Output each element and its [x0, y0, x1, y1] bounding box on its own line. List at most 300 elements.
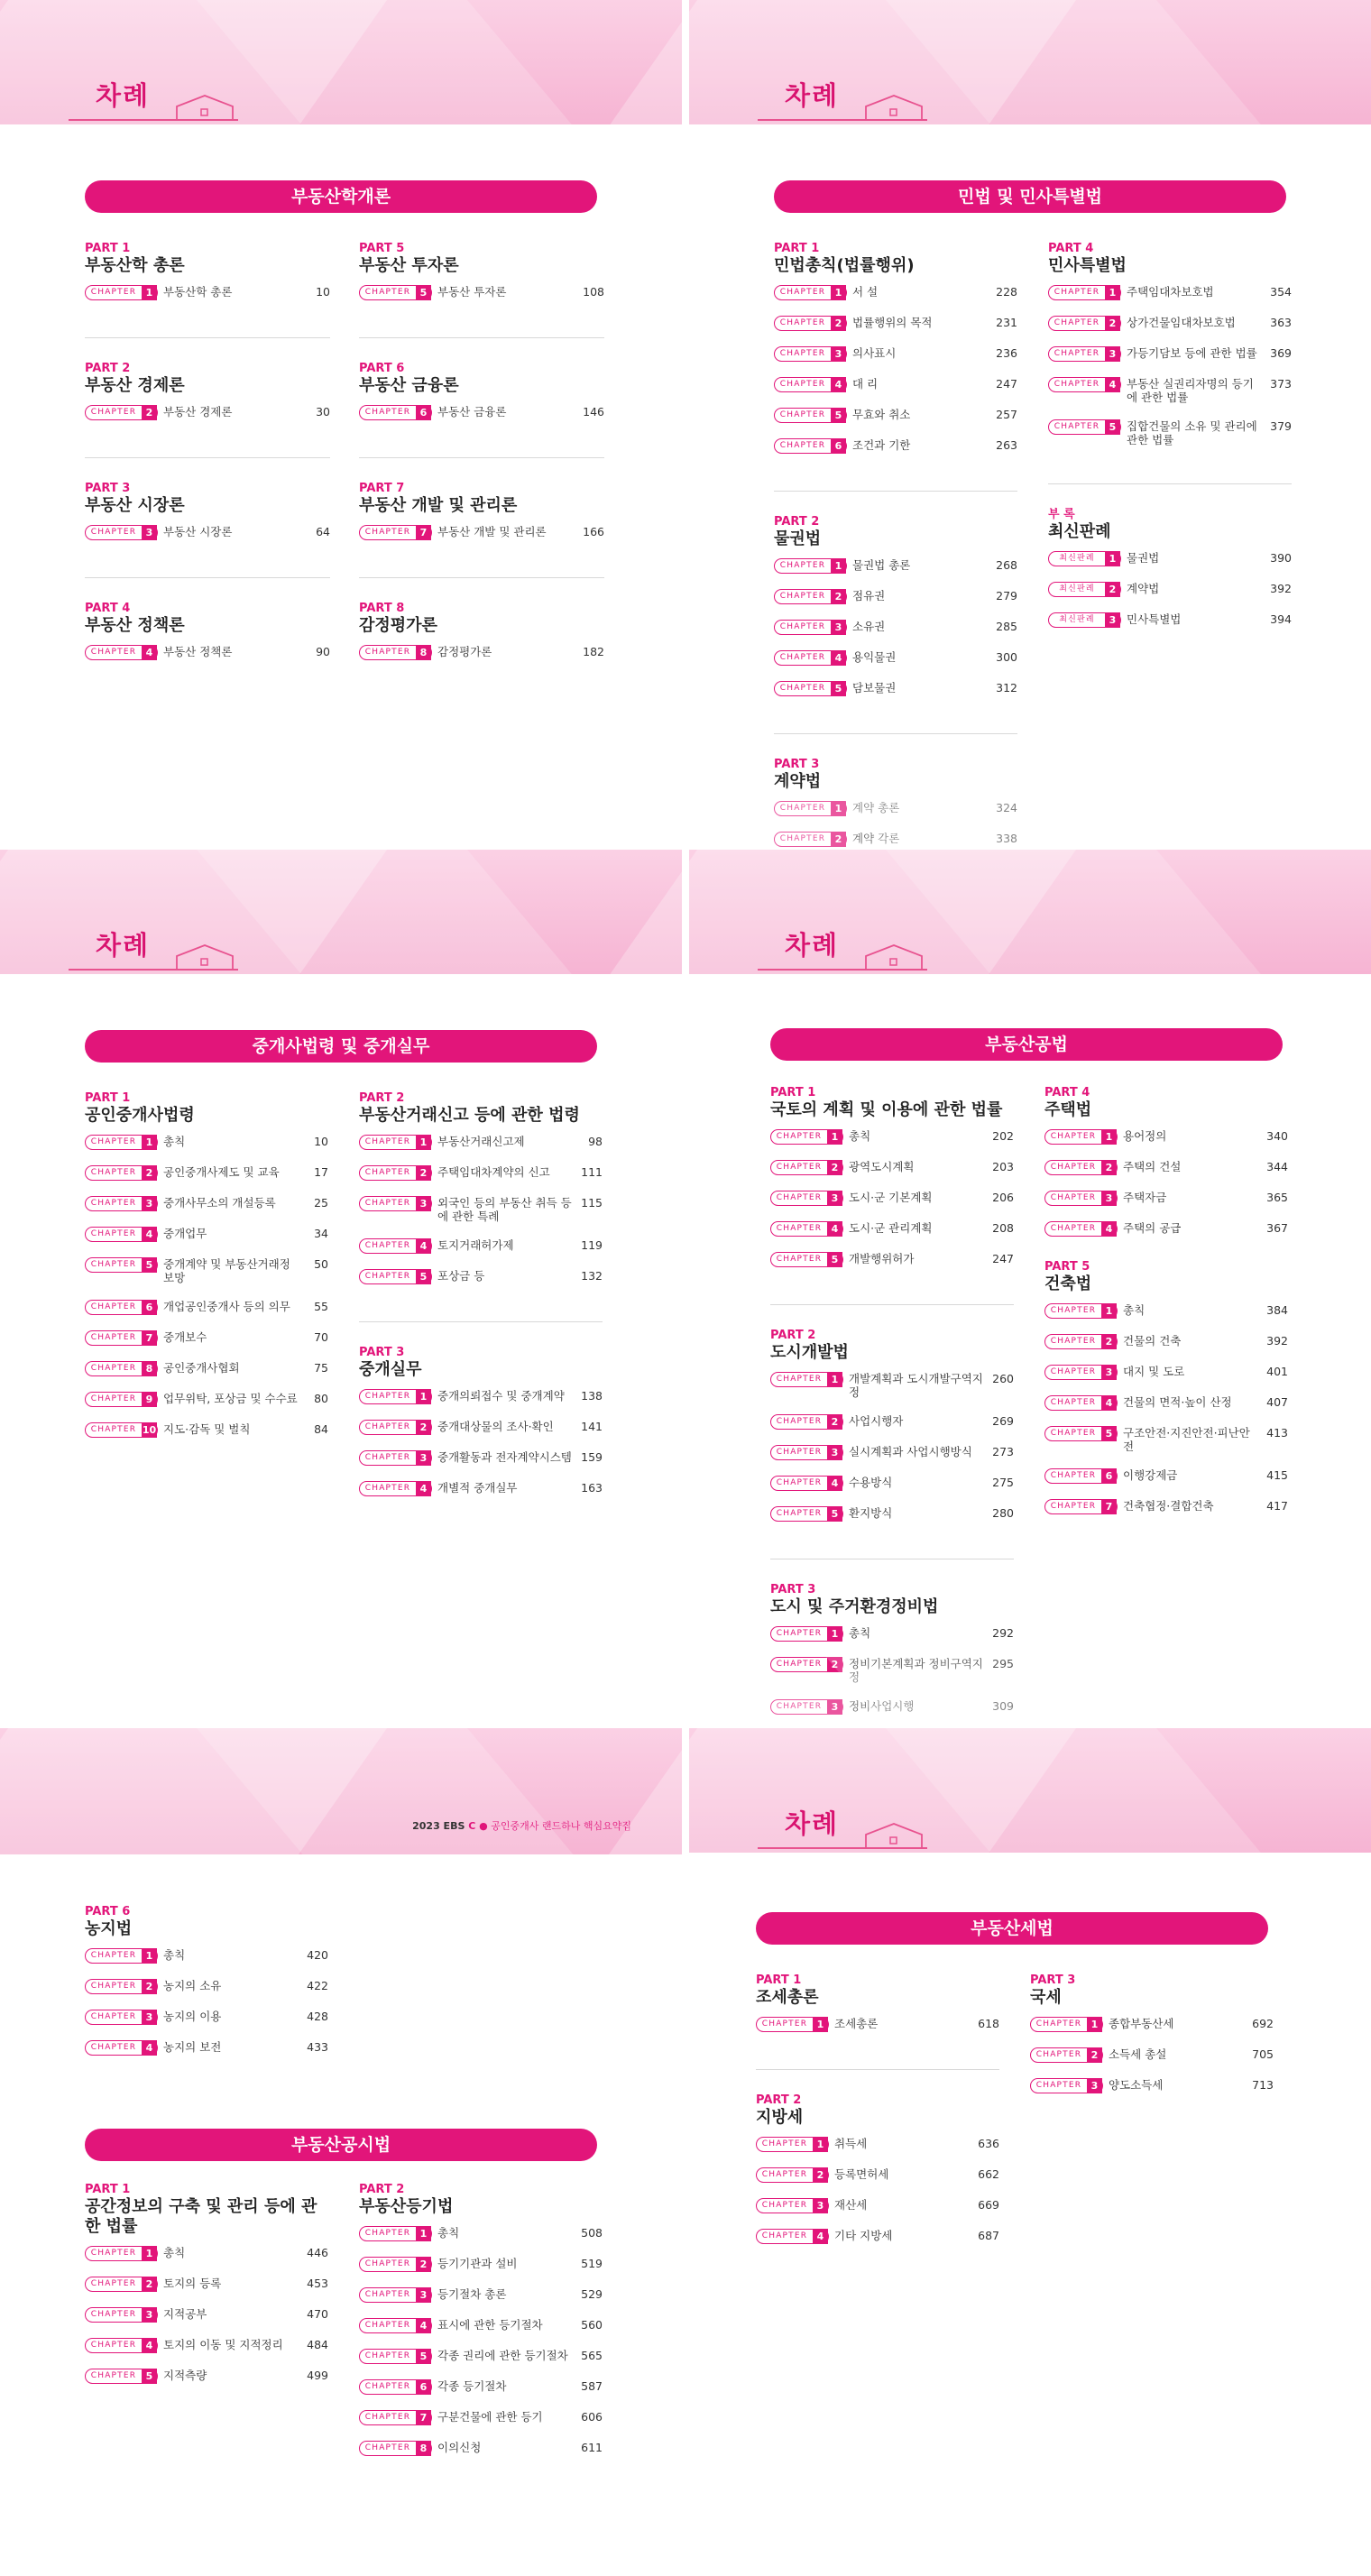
toc-entry[interactable] — [85, 645, 330, 660]
toc-entry[interactable] — [774, 438, 1017, 454]
chapter-number: 7 — [142, 1330, 157, 1346]
page-header-band — [0, 1728, 682, 1854]
page-number: 392 — [1270, 582, 1292, 595]
chapter-title: 대 리 — [852, 377, 879, 391]
toc-part — [359, 242, 604, 338]
toc-entry[interactable] — [85, 1979, 328, 1994]
chapter-title: 감정평가론 — [437, 645, 492, 658]
toc-part — [1044, 1086, 1288, 1237]
chapter-title: 도시·군 관리계획 — [849, 1221, 933, 1235]
page-number: 64 — [316, 525, 330, 538]
toc-entry[interactable] — [774, 408, 1017, 423]
part-label: PART 2 — [770, 1329, 816, 1342]
toc-entry[interactable] — [85, 2307, 328, 2323]
chapter-title: 광역도시계획 — [849, 1160, 915, 1173]
chapter-number: 1 — [1087, 2017, 1102, 2032]
toc-entry[interactable] — [1030, 2047, 1274, 2063]
toc-entry[interactable] — [359, 2441, 603, 2456]
toc-entry[interactable] — [85, 1361, 328, 1376]
toc-entry[interactable] — [85, 1330, 328, 1346]
chapter-badge — [1048, 316, 1121, 331]
part-label: PART 8 — [359, 602, 405, 615]
chapter-number: 2 — [831, 589, 846, 604]
page-number: 587 — [581, 2379, 603, 2393]
page-number: 354 — [1270, 285, 1292, 299]
chapter-badge — [359, 285, 432, 300]
toc-entry[interactable] — [774, 285, 1017, 300]
toc-entry[interactable] — [85, 285, 330, 300]
chapter-title: 부동산 시장론 — [163, 525, 233, 538]
page-number: 263 — [996, 438, 1017, 452]
chapter-title: 총칙 — [849, 1129, 871, 1143]
part-label: PART 1 — [85, 1091, 131, 1105]
section-banner: 중개사법령 및 중개실무 — [85, 1030, 597, 1063]
chapter-number: 3 — [827, 1445, 842, 1460]
chapter-title: 토지의 이동 및 지적정리 — [163, 2338, 283, 2351]
chapter-number: 2 — [416, 1165, 431, 1181]
chapter-title: 물권법 — [1127, 551, 1160, 565]
chapter-number: 3 — [831, 346, 846, 362]
toc-entry[interactable] — [359, 1238, 603, 1254]
chapter-number: 6 — [1101, 1468, 1117, 1484]
part-title: 부동산학 총론 — [85, 256, 185, 275]
chapter-badge-label: CHAPTER — [1054, 349, 1100, 358]
chapter-title: 종합부동산세 — [1109, 2017, 1174, 2030]
toc-entry[interactable] — [770, 1160, 1014, 1175]
toc-entry[interactable] — [1044, 1160, 1288, 1175]
chapter-badge-label: CHAPTER — [776, 1375, 823, 1384]
chapter-number: 7 — [1101, 1499, 1117, 1514]
toc-entry[interactable] — [774, 650, 1017, 666]
toc-entry[interactable] — [1044, 1129, 1288, 1145]
chapter-title: 등기기관과 설비 — [437, 2257, 518, 2270]
chapter-title: 가등기담보 등에 관한 법률 — [1127, 346, 1257, 360]
chapter-number: 2 — [813, 2167, 828, 2183]
chapter-badge-label: CHAPTER — [364, 1168, 411, 1177]
chapter-number: 2 — [831, 832, 846, 847]
toc-entry[interactable] — [1044, 1499, 1288, 1514]
chapter-badge-label: CHAPTER — [364, 408, 411, 417]
chapter-badge-label: CHAPTER — [1050, 1132, 1097, 1141]
chapter-title: 용어정의 — [1123, 1129, 1167, 1143]
chapter-badge — [359, 2287, 432, 2303]
page-number: 453 — [307, 2277, 328, 2290]
part-label: PART 3 — [774, 758, 820, 771]
toc-entry[interactable] — [770, 1626, 1014, 1642]
toc-column — [85, 242, 330, 684]
toc-entry[interactable] — [359, 1165, 603, 1181]
chapter-badge — [1044, 1129, 1118, 1145]
chapter-title: 건축협정·결합건축 — [1123, 1499, 1214, 1513]
part-title: 도시개발법 — [770, 1343, 849, 1362]
chapter-number: 1 — [1101, 1303, 1117, 1319]
toc-entry[interactable] — [359, 1420, 603, 1435]
page-number: 108 — [583, 285, 604, 299]
toc-entry[interactable] — [359, 2287, 603, 2303]
toc-entry[interactable] — [774, 377, 1017, 392]
part-title: 부동산 투자론 — [359, 256, 459, 275]
toc-entry[interactable] — [85, 1196, 328, 1211]
chapter-badge-label: CHAPTER — [364, 2382, 411, 2391]
toc-entry[interactable] — [770, 1445, 1014, 1460]
part-label: PART 3 — [359, 1346, 405, 1359]
chapter-badge — [85, 1361, 158, 1376]
section-banner: 부동산공법 — [770, 1028, 1283, 1061]
chapter-number: 3 — [142, 1196, 157, 1211]
chapter-number: 3 — [416, 1196, 431, 1211]
toc-entry[interactable] — [85, 1422, 328, 1438]
chapter-badge-label: CHAPTER — [364, 1241, 411, 1250]
chapter-title: 이행강제금 — [1123, 1468, 1178, 1482]
chapter-badge — [359, 1238, 432, 1254]
part-title: 조세총론 — [756, 1988, 819, 2007]
part-label: PART 7 — [359, 482, 405, 495]
page-number: 499 — [307, 2369, 328, 2382]
chapter-badge-label: CHAPTER — [779, 561, 826, 570]
chapter-badge — [774, 650, 847, 666]
chapter-badge-label: CHAPTER — [90, 1333, 137, 1342]
page-number: 529 — [581, 2287, 603, 2301]
part-title: 부동산 시장론 — [85, 496, 185, 515]
toc-entry[interactable] — [756, 2017, 999, 2032]
toc-entry[interactable] — [774, 558, 1017, 574]
toc-column — [359, 1091, 603, 1520]
page-number: 692 — [1252, 2017, 1274, 2030]
page-number: 687 — [978, 2229, 999, 2242]
brand-year: 2023 EBS — [412, 1820, 465, 1832]
toc-entry[interactable] — [359, 1450, 603, 1466]
page-number: 446 — [307, 2246, 328, 2259]
chapter-number: 1 — [831, 558, 846, 574]
toc-entry[interactable] — [774, 681, 1017, 696]
part-title: 최신판례 — [1048, 522, 1111, 541]
toc-entry[interactable] — [774, 346, 1017, 362]
toc-part — [770, 1329, 1014, 1559]
chapter-badge — [359, 1389, 432, 1404]
chapter-number: 1 — [416, 1389, 431, 1404]
toc-entry[interactable] — [756, 2198, 999, 2213]
chapter-badge-label: CHAPTER — [761, 2139, 808, 2148]
chapter-title: 부동산 개발 및 관리론 — [437, 525, 547, 538]
chapter-badge-label: CHAPTER — [779, 380, 826, 389]
chapter-number: 5 — [142, 1257, 157, 1273]
toc-entry[interactable] — [770, 1129, 1014, 1145]
toc-entry[interactable] — [359, 405, 604, 420]
toc-entry[interactable] — [756, 2137, 999, 2152]
toc-entry[interactable] — [85, 1948, 328, 1964]
toc-part — [359, 2183, 603, 2456]
toc-entry[interactable] — [1044, 1426, 1288, 1453]
chapter-badge-label: CHAPTER — [779, 410, 826, 419]
chapter-number: 8 — [142, 1361, 157, 1376]
chapter-badge — [756, 2198, 829, 2213]
chapter-title: 의사표시 — [852, 346, 897, 360]
toc-column — [756, 1973, 999, 2268]
page-number: 433 — [307, 2040, 328, 2054]
toc-entry[interactable] — [1044, 1334, 1288, 1349]
toc-entry[interactable] — [1030, 2017, 1274, 2032]
toc-entry[interactable] — [770, 1372, 1014, 1399]
page-number: 309 — [992, 1699, 1014, 1713]
toc-entry[interactable] — [774, 620, 1017, 635]
section-banner: 부동산세법 — [756, 1912, 1268, 1945]
page-number: 669 — [978, 2198, 999, 2212]
page-number: 606 — [581, 2410, 603, 2424]
toc-entry[interactable] — [1048, 285, 1292, 300]
chapter-badge-label: CHAPTER — [779, 684, 826, 693]
chapter-number: 2 — [1101, 1334, 1117, 1349]
page-number: 340 — [1266, 1129, 1288, 1143]
page-number: 30 — [316, 405, 330, 419]
chapter-number: 5 — [1101, 1426, 1117, 1441]
toc-entry[interactable] — [359, 1269, 603, 1284]
chapter-badge-label: CHAPTER — [90, 1137, 137, 1146]
chapter-badge-label: CHAPTER — [776, 1629, 823, 1638]
page-number: 390 — [1270, 551, 1292, 565]
page-number: 236 — [996, 346, 1017, 360]
chapter-badge-label: CHAPTER — [364, 2443, 411, 2452]
chapter-badge — [85, 525, 158, 540]
chapter-number: 2 — [1101, 1160, 1117, 1175]
toc-entry[interactable] — [1048, 419, 1292, 446]
toc-entry[interactable] — [359, 285, 604, 300]
toc-entry[interactable] — [1044, 1191, 1288, 1206]
chapter-number: 2 — [142, 2277, 157, 2292]
chapter-badge-label: CHAPTER — [761, 2019, 808, 2029]
chapter-badge — [359, 2441, 432, 2456]
chapter-number: 3 — [831, 620, 846, 635]
chapter-title: 조건과 기한 — [852, 438, 911, 452]
part-title: 부동산 경제론 — [85, 376, 185, 395]
chapter-badge-label: CHAPTER — [779, 622, 826, 631]
toc-entry[interactable] — [85, 2369, 328, 2384]
chapter-title: 구분건물에 관한 등기 — [437, 2410, 543, 2424]
part-label: PART 2 — [774, 515, 820, 529]
toc-entry[interactable] — [1048, 612, 1292, 628]
chapter-title: 계약법 — [1127, 582, 1160, 595]
chapter-badge-label: CHAPTER — [776, 1255, 823, 1264]
chapter-title: 집합건물의 소유 및 관리에 관한 법률 — [1127, 419, 1257, 446]
toc-entry[interactable] — [1048, 346, 1292, 362]
page-number: 560 — [581, 2318, 603, 2332]
chapter-title: 토지의 등록 — [163, 2277, 222, 2290]
chapter-badge — [770, 1414, 843, 1430]
toc-entry[interactable] — [359, 1196, 603, 1223]
chapter-number: 3 — [142, 2010, 157, 2025]
house-icon — [864, 94, 924, 121]
toc-entry[interactable] — [1048, 377, 1292, 404]
chapter-title: 주택임대차보호법 — [1127, 285, 1214, 299]
toc-entry[interactable] — [359, 1135, 603, 1150]
toc-column — [1048, 242, 1292, 651]
chapter-badge-label: CHAPTER — [364, 1137, 411, 1146]
toc-entry[interactable] — [1044, 1365, 1288, 1380]
toc-entry[interactable] — [359, 2379, 603, 2395]
chapter-badge — [1030, 2017, 1103, 2032]
header-title: 차례 — [96, 930, 151, 961]
toc-entry[interactable] — [85, 1227, 328, 1242]
toc-part — [359, 1091, 603, 1322]
toc-entry[interactable] — [1030, 2078, 1274, 2093]
toc-entry[interactable] — [85, 2040, 328, 2056]
toc-page — [0, 850, 682, 1697]
chapter-badge-label: CHAPTER — [776, 1702, 823, 1711]
page-number: 80 — [314, 1392, 328, 1405]
chapter-badge-label: CHAPTER — [1054, 288, 1100, 297]
toc-entry[interactable] — [359, 2226, 603, 2241]
toc-entry[interactable] — [85, 1257, 328, 1284]
part-label: PART 1 — [756, 1973, 802, 1987]
chapter-badge — [1048, 346, 1121, 362]
page-number: 34 — [314, 1227, 328, 1240]
page-number: 618 — [978, 2017, 999, 2030]
toc-part — [359, 602, 604, 660]
chapter-number: 4 — [827, 1476, 842, 1491]
chapter-badge-label: CHAPTER — [776, 1224, 823, 1233]
toc-entry[interactable] — [359, 2349, 603, 2364]
chapter-badge — [770, 1506, 843, 1522]
chapter-badge — [770, 1476, 843, 1491]
toc-entry[interactable] — [1048, 316, 1292, 331]
chapter-badge — [756, 2229, 829, 2244]
chapter-badge — [1044, 1395, 1118, 1411]
house-icon — [175, 94, 235, 121]
toc-entry[interactable] — [359, 645, 604, 660]
toc-entry[interactable] — [770, 1221, 1014, 1237]
toc-entry[interactable] — [85, 2277, 328, 2292]
page-number: 146 — [583, 405, 604, 419]
part-label: PART 2 — [359, 1091, 405, 1105]
toc-entry[interactable] — [756, 2229, 999, 2244]
chapter-number: 2 — [142, 1979, 157, 1994]
toc-entry[interactable] — [85, 525, 330, 540]
toc-entry[interactable] — [359, 2318, 603, 2333]
part-label: PART 1 — [770, 1086, 816, 1099]
toc-entry[interactable] — [359, 2410, 603, 2425]
chapter-title: 중개의뢰접수 및 중개계약 — [437, 1389, 565, 1403]
chapter-badge-label: CHAPTER — [90, 2249, 137, 2258]
chapter-badge — [770, 1160, 843, 1175]
chapter-title: 총칙 — [437, 2226, 460, 2240]
page-number: 379 — [1270, 419, 1292, 433]
toc-entry[interactable] — [359, 1481, 603, 1496]
chapter-number: 2 — [831, 316, 846, 331]
part-label: PART 5 — [359, 242, 405, 255]
toc-entry[interactable] — [1044, 1468, 1288, 1484]
chapter-number: 2 — [827, 1414, 842, 1430]
toc-column — [774, 242, 1017, 870]
toc-entry[interactable] — [770, 1191, 1014, 1206]
toc-entry[interactable] — [359, 2257, 603, 2272]
toc-part — [85, 1091, 328, 1438]
toc-entry[interactable] — [85, 2246, 328, 2261]
toc-entry[interactable] — [1048, 582, 1292, 597]
toc-entry[interactable] — [85, 1165, 328, 1181]
toc-column — [359, 242, 604, 684]
chapter-number: 1 — [142, 1135, 157, 1150]
toc-entry[interactable] — [770, 1252, 1014, 1267]
toc-entry[interactable] — [774, 589, 1017, 604]
chapter-badge — [85, 1196, 158, 1211]
page-number: 428 — [307, 2010, 328, 2023]
chapter-title: 주택자금 — [1123, 1191, 1167, 1204]
header-title: 차례 — [785, 930, 840, 961]
toc-entry[interactable] — [1044, 1221, 1288, 1237]
chapter-title: 건물의 면적·높이 산정 — [1123, 1395, 1232, 1409]
chapter-title: 서 설 — [852, 285, 879, 299]
toc-entry[interactable] — [770, 1414, 1014, 1430]
toc-entry[interactable] — [1044, 1303, 1288, 1319]
toc-entry[interactable] — [85, 1300, 328, 1315]
chapter-badge-label: CHAPTER — [1050, 1193, 1097, 1202]
chapter-title: 총칙 — [163, 1948, 186, 1962]
chapter-badge-label: CHAPTER — [1050, 1337, 1097, 1346]
chapter-badge-label: CHAPTER — [364, 1453, 411, 1462]
part-label: PART 6 — [359, 362, 405, 375]
page-number: 275 — [992, 1476, 1014, 1489]
chapter-badge-label: CHAPTER — [364, 1422, 411, 1431]
toc-column — [1030, 1973, 1274, 2117]
chapter-badge — [359, 2257, 432, 2272]
toc-part — [85, 482, 330, 578]
chapter-badge-label: CHAPTER — [776, 1660, 823, 1669]
chapter-badge — [359, 525, 432, 540]
toc-entry[interactable] — [774, 316, 1017, 331]
chapter-badge-label: CHAPTER — [1054, 318, 1100, 327]
toc-entry[interactable] — [359, 525, 604, 540]
chapter-badge — [770, 1252, 843, 1267]
part-title: 공간정보의 구축 및 관리 등에 관한 법률 — [85, 2197, 317, 2236]
part-title: 부동산 금융론 — [359, 376, 459, 395]
toc-entry[interactable] — [756, 2167, 999, 2183]
chapter-badge-label: CHAPTER — [779, 441, 826, 450]
page-number: 401 — [1266, 1365, 1288, 1378]
toc-part — [85, 602, 330, 660]
chapter-badge-label: CHAPTER — [90, 2371, 137, 2380]
chapter-badge — [359, 645, 432, 660]
page-number: 338 — [996, 832, 1017, 845]
part-title: 민사특별법 — [1048, 256, 1127, 275]
toc-part — [1048, 242, 1292, 484]
page-number: 470 — [307, 2307, 328, 2321]
page-number: 300 — [996, 650, 1017, 664]
chapter-title: 포상금 등 — [437, 1269, 485, 1283]
part-label: PART 6 — [85, 1905, 131, 1918]
chapter-number: 1 — [831, 801, 846, 816]
toc-part — [85, 242, 330, 338]
toc-entry[interactable] — [1048, 551, 1292, 566]
toc-entry[interactable] — [85, 1135, 328, 1150]
chapter-badge-label: CHAPTER — [1035, 2081, 1082, 2090]
toc-entry[interactable] — [770, 1476, 1014, 1491]
toc-entry[interactable] — [770, 1506, 1014, 1522]
chapter-badge — [85, 1392, 158, 1407]
toc-entry[interactable] — [1044, 1395, 1288, 1411]
chapter-badge-label: CHAPTER — [90, 1951, 137, 1960]
page-number: 415 — [1266, 1468, 1288, 1482]
chapter-badge — [770, 1191, 843, 1206]
chapter-number: 4 — [416, 1481, 431, 1496]
chapter-title: 취득세 — [834, 2137, 868, 2150]
toc-entry[interactable] — [85, 2338, 328, 2353]
part-label: PART 2 — [756, 2093, 802, 2107]
toc-entry[interactable] — [85, 2010, 328, 2025]
chapter-badge — [1048, 551, 1121, 566]
page-number: 373 — [1270, 377, 1292, 391]
toc-entry[interactable] — [359, 1389, 603, 1404]
toc-entry[interactable] — [85, 1392, 328, 1407]
toc-entry[interactable] — [85, 405, 330, 420]
